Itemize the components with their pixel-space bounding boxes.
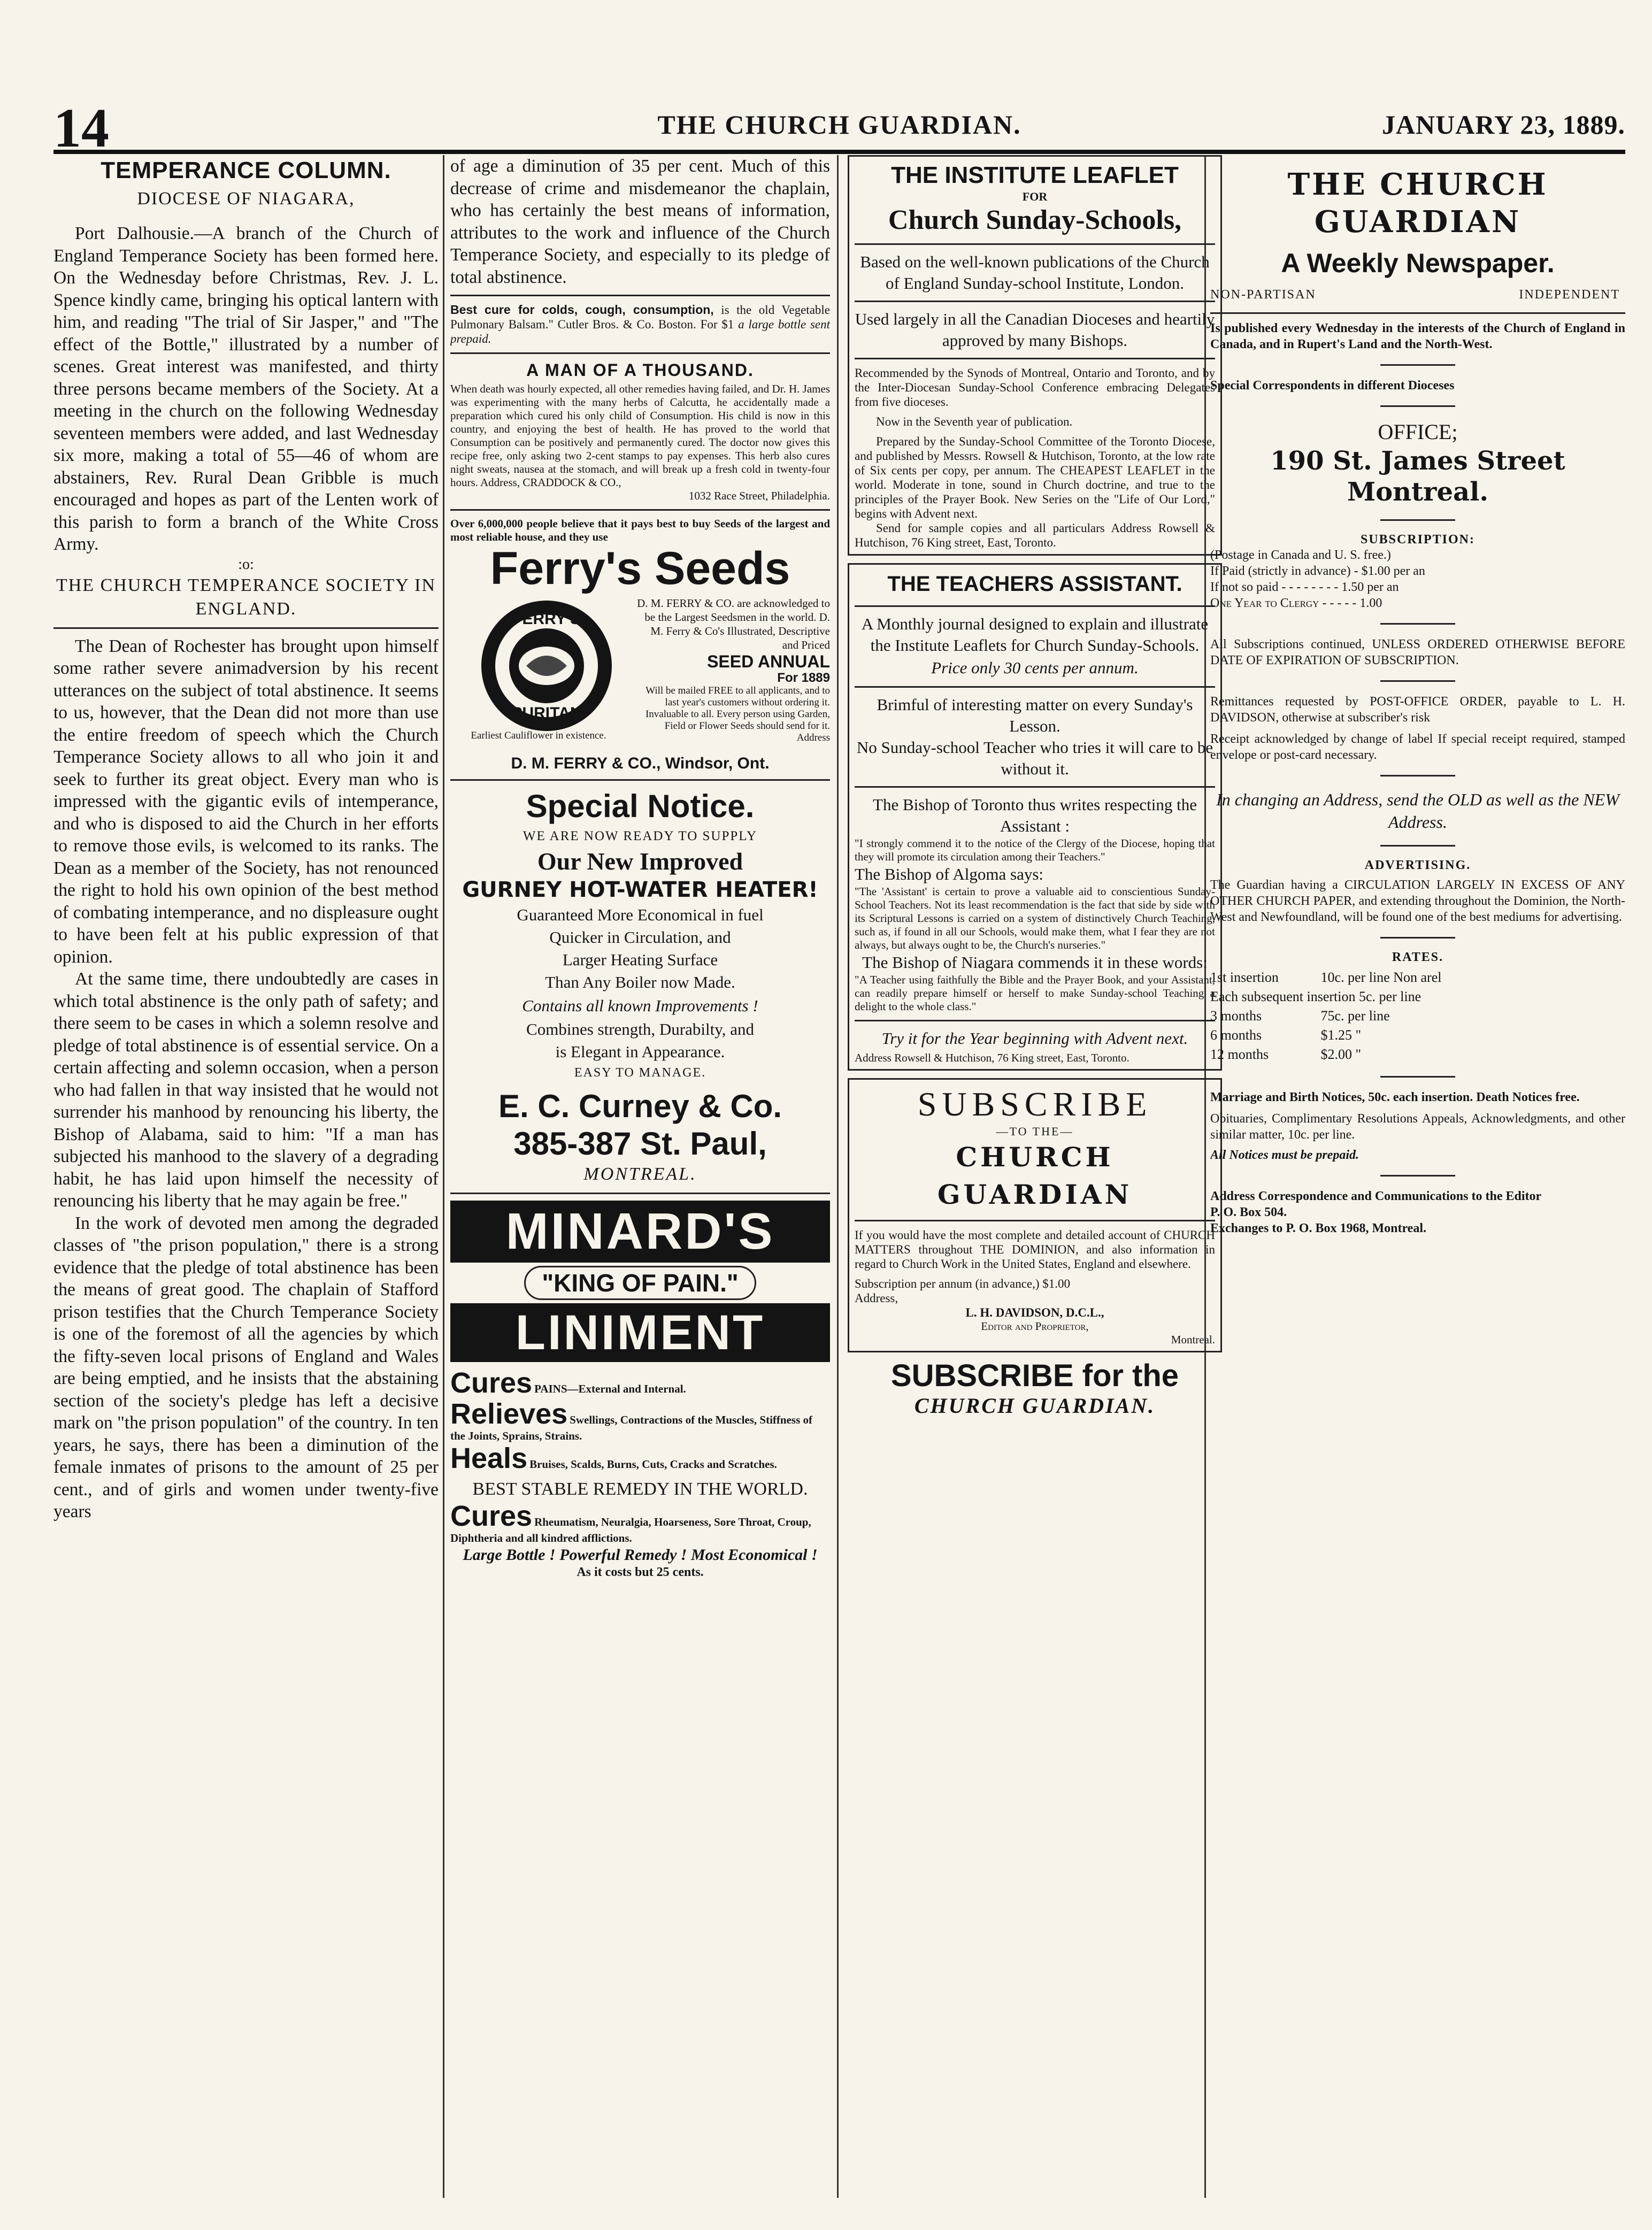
gurney-firm: E. C. Curney & Co.: [498, 1088, 782, 1124]
office-address: 190 St. James Street Montreal.: [1270, 446, 1565, 507]
rates-table: [1210, 968, 1625, 1064]
rate-row: 12 months $2.00 ": [1210, 1047, 1362, 1062]
article-paragraph: of age a diminution of 35 per cent. Much of this decrease of crime and misdemeanor the chaplain, who has certainly the best means of information, attributes to the work and influence of the Church Temperance Society, and especially to its pledge of total abstinence.: [450, 156, 830, 287]
page-number: 14: [53, 97, 109, 159]
subscribe-footer: SUBSCRIBE for the CHURCH GUARDIAN.: [890, 1358, 1179, 1418]
subscribe-paper: CHURCH GUARDIAN: [937, 1141, 1133, 1210]
column-masthead: THE CHURCH GUARDIAN A Weekly Newspaper. NON-PARTISAN INDEPENDENT Is published every Wednesday in the interests of the Church of England in Canada, and in Rupert's Land and the North-West. Special Correspondents in different Dioceses OFFICE; 190 St. James Street Montreal. SUBSCRIPTION: (Postage in Canada and U. S. free.) If Paid (strictly in advance) - $1.00 per an If not so paid - - - - - - - - 1.50 per an One Year to Clergy - - - - - 1.00 All Subscriptions continued, UNLESS ORDERED OTHERWISE BEFORE DATE OF EXPIRATION OF SUBSCRIPTION. Remittances requested by POST-OFFICE ORDER, payable to L. H. DAVIDSON, otherwise at subscriber's risk Receipt acknowledged by change of label If special receipt required, stamped envelope or post-card necessary. In changing an Address, send the OLD as well as the NEW Address. ADVERTISING. The Guardian having a CIRCULATION LARGELY IN EXCESS OF ANY OTHER CHURCH PAPER, and extending throughout the Dominion, the North-West and Newfoundland, will be found one of the best mediums for advertising. RATES. 1st insertion 10c. per line Non arel Each subsequent insertion 5c. per line 3 months 75c. per line 6 months $1.25 " 12 months $2.00 " Marriage and Birth Notices, 50c. each insertion. Death Notices free. Obituaries, Complimentary Resolutions Appeals, Acknowledgments, and other similar matter, 10c. per line. All Notices must be prepaid. Address Correspondence and Communications to the Editor P. O. Box 504. Exchanges to P. O. Box 1968, Montreal.: [1210, 167, 1625, 1235]
special-notice-title: Special Notice.: [526, 788, 755, 824]
ferry-year: For 1889: [777, 671, 830, 685]
column-rule: [443, 155, 444, 2198]
ferry-side-text: D. M. FERRY & CO. are acknowledged to be the Largest Seedsmen in the world. D. M. Ferry & Co's Illustrated, Descriptive and Priced: [637, 597, 830, 651]
rate-row: 1st insertion 10c. per line Non arel: [1210, 970, 1442, 985]
institute-leaflet-box: THE INSTITUTE LEAFLET FOR Church Sunday-Schools, Based on the well-known publications of the Church of England Sunday-school Institute, London. Used largely in all the Canadian Dioceses and heartily approved by many Bishops. Recommended by the Synods of Montreal, Ontario and Toronto, and by the Inter-Diocesan Sunday-School Conference embracing Delegates from five dioceses. Now in the Seventh year of publication. Prepared by the Sunday-School Committee of the Toronto Diocese, and published by Messrs. Rowsell & Hutchison, Toronto, at the low rate of Six cents per copy, per annum. The CHEAPEST LEAFLET in the world. Moderate in tone, sound in Church doctrine, and true to the principles of the Prayer Book. New Series on the "Life of Our Lord," begins with Advent next. Send for sample copies and all particulars Address Rowsell & Hutchison, 76 King street, East, Toronto.: [848, 155, 1222, 556]
masthead-title: THE CHURCH GUARDIAN: [1287, 167, 1548, 240]
diocese-heading: DIOCESE OF NIAGARA,: [137, 189, 355, 209]
article-paragraph: Port Dalhousie.—A branch of the Church of England Temperance Society has been formed here. On the Wednesday before Christmas, Rev. J. L. Spence kindly came, bringing his optical lantern with him, and reading "The trial of Sir Jasper," and "The effect of the Bottle," illustrated by a number of scenes. Great interest was manifested, and thirty three persons became members of the Society. At a meeting in the church on the following Wednesday seventeen members were added, and last Wednesday six more, making a total of 55—46 of whom are abstainers, Rev. Rural Dean Gribble is much encouraged and hopes as part of the Lenten work of this parish to form a branch of the White Cross Army.: [53, 224, 439, 554]
teachers-assistant-box: THE TEACHERS ASSISTANT. A Monthly journal designed to explain and illustrate the Institute Leaflets for Church Sunday-Schools. Price only 30 cents per annum. Brimful of interesting matter on every Sunday's Lesson. No Sunday-school Teacher who tries it will care to be without it. The Bishop of Toronto thus writes respecting the Assistant : "I strongly commend it to the notice of the Clergy of the Diocese, hoping that they will promote its circulation among their Teachers." The Bishop of Algoma says: "The 'Assistant' is certain to prove a valuable aid to conscientious Sunday-School Teachers. Not its least recommendation is the fact that side by side with its Scriptural Lessons is carried on a system of distinctively Church Teaching, such as, if found in all our Schools, would make them, what I fear they are not always, but always ought to be, the Church's nurseries." The Bishop of Niagara commends it in these words: "A Teacher using faithfully the Bible and the Prayer Book, and your Assistant, can readily prepare himself or herself to make Sunday-school Teaching a delight to the whole class." Try it for the Year beginning with Advent next. Address Rowsell & Hutchison, 76 King street, East, Toronto.: [848, 563, 1222, 1071]
ad-lead: Over 6,000,000 people believe that it pays best to buy Seeds of the largest and most reliable house, and they use: [450, 517, 830, 543]
ad-thousand-title: A MAN OF A THOUSAND.: [526, 360, 754, 380]
minard-king-of-pain: "KING OF PAIN.": [524, 1266, 756, 1300]
minard-liniment: LINIMENT: [450, 1303, 830, 1362]
temperance-heading: TEMPERANCE COLUMN.: [101, 157, 391, 183]
rate-row: 3 months 75c. per line: [1210, 1008, 1390, 1024]
section-separator: :o:: [238, 556, 254, 573]
weekly-newspaper: A Weekly Newspaper.: [1281, 248, 1555, 278]
page-header: [53, 97, 1625, 159]
ad-thousand-address: 1032 Race Street, Philadelphia.: [688, 489, 830, 502]
column-leaflets: [848, 155, 1222, 2198]
rate-row: Each subsequent insertion 5c. per line: [1210, 989, 1422, 1004]
ad-pulmonary-balsam: Best cure for colds, cough, consumption, is the old Vegetable Pulmonary Balsam." Cutler Bros. & Co. Boston. For $1 a large bottle sent prepaid.: [450, 303, 830, 345]
seal-top-text: FERRY'S: [512, 610, 581, 628]
leaflet-subtitle: Church Sunday-Schools,: [888, 205, 1182, 235]
article-paragraph: At the same time, there undoubtedly are cases in which total abstinence is the only path of safety; and there seem to be cases in which a solemn resolve and pledge of total abstinence is of essential service. On a certain affecting and solemn occasion, when a person who had fallen in that way insisted that he would not surrender his manhood by renouncing his liberty, the Bishop of Alabama, said to him: "If a man has subjected his manhood to the slavery of a degrading habit, he has laid upon himself the necessity of renouncing his liberty that he may again be free.": [53, 969, 439, 1211]
article-paragraph: The Dean of Rochester has brought upon himself some rather severe animadversion by his recent utterances on the subject of total abstinence. It seems to us, however, that the Dean did not more than use the entire freedom of speech which the Church Temperance Society allows to all who join it and seek to further its great object. Every man who is impressed with the gigantic evils of intemperance, and who is disposed to aid the Church in her efforts to remove those evils, is welcomed to its ranks. The Dean as a member of the Society, has not renounced the right to hold his own opinion of the best method of combating intemperance, and no displeasure ought to have been felt at his public expression of that opinion.: [53, 636, 439, 967]
assistant-title: THE TEACHERS ASSISTANT.: [887, 572, 1182, 596]
minard-title: MINARD'S: [450, 1201, 830, 1263]
ferry-earliest: Earliest Cauliflower in existence.: [471, 730, 606, 741]
ferry-footer: D. M. FERRY & CO., Windsor, Ont.: [511, 755, 770, 772]
article-paragraph: In the work of devoted men among the degraded classes of "the prison population," there is a strong evidence that the pledge of total abstinence has been the means of great good. The chaplain of Stafford prison testifies that the Church Temperance Society is one of the foremost of all the agencies by which the fifty-seven local prisons of England and Wales are being emptied, and he insists that the abstaining section of the society's pledge has left a decisive mark on "the prison population" of the country. In ten years, he says, there has been a diminution of the female inmates of prisons to the amount of 25 per cent., and of girls and women under twenty-five years: [53, 1213, 439, 1521]
subscribe-box: SUBSCRIBE —TO THE— CHURCH GUARDIAN If you would have the most complete and detailed account of CHURCH MATTERS throughout THE DOMINION, and also information in regard to Church Work in the United States, England and elsewhere. Subscription per annum (in advance,) $1.00 Address, L. H. DAVIDSON, D.C.L., Editor and Proprietor, Montreal.: [848, 1078, 1222, 1352]
ad-gurney-heater: Special Notice. WE ARE NOW READY TO SUPPLY Our New Improved GURNEY HOT-WATER HEATER! Guaranteed More Economical in fuel Quicker in Circulation, and Larger Heating Surface Than Any Boiler now Made. Contains all known Improvements ! Combines strength, Durabilty, and is Elegant in Appearance. EASY TO MANAGE. E. C. Curney & Co. 385-387 St. Paul, MONTREAL.: [450, 787, 830, 1186]
ad-thousand-body: When death was hourly expected, all other remedies having failed, and Dr. H. James was experimenting with the many herbs of Calcutta, he accidentally made a preparation which cured his only child of Consumption. His child is now in this country, and enjoying the best of health. He has proved to the world that Consumption can be positively and permanently cured. The doctor now gives this recipe free, only asking two 2-cent stamps to pay expenses. This herb also cures night sweats, nausea at the stomach, and will break up a fresh cold in twenty-four hours. Address, CRADDOCK & CO.,: [450, 382, 830, 489]
subscribe-title: SUBSCRIBE: [917, 1085, 1152, 1123]
ad-lead: Best cure for colds, cough, consumption,: [450, 303, 714, 317]
seal-bottom-text: PURITAN: [511, 704, 582, 722]
ad-minards-liniment: MINARD'S "KING OF PAIN." LINIMENT Cures PAINS—External and Internal. Relieves Swellings, Contractions of the Muscles, Stiffness of the Joints, Sprains, Strains. Heals Bruises, Scalds, Burns, Cuts, Cracks and Scratches. BEST STABLE REMEDY IN THE WORLD. Cures Rheumatism, Neuralgia, Hoarseness, Sore Throat, Croup, Diphtheria and all kindred afflictions. Large Bottle ! Powerful Remedy ! Most Economical ! As it costs but 25 cents.: [450, 1201, 830, 1580]
society-heading: THE CHURCH TEMPERANCE SOCIETY IN ENGLAND.: [56, 575, 436, 619]
column-temperance: [53, 155, 439, 2198]
newspaper-title: THE CHURCH GUARDIAN.: [657, 110, 1021, 140]
ad-ferry-seeds: [450, 517, 830, 773]
ferry-title: Ferry's Seeds: [490, 543, 790, 594]
column-rule: [837, 155, 839, 2198]
rate-row: 6 months $1.25 ": [1210, 1027, 1362, 1043]
gurney-heater-name: GURNEY HOT-WATER HEATER!: [462, 878, 818, 902]
ferry-side-text-2: Will be mailed FREE to all applicants, and to last year's customers without ordering it. Invaluable to all. Every person using Garden, Field or Flower Seeds should send for it. Address: [645, 685, 830, 743]
ferry-annual: SEED ANNUAL: [707, 652, 830, 671]
leaflet-title: THE INSTITUTE LEAFLET: [891, 162, 1179, 188]
gurney-address: 385-387 St. Paul,: [513, 1126, 767, 1162]
issue-date: JANUARY 23, 1889.: [1381, 110, 1625, 140]
column-advertisements: [450, 155, 830, 2198]
